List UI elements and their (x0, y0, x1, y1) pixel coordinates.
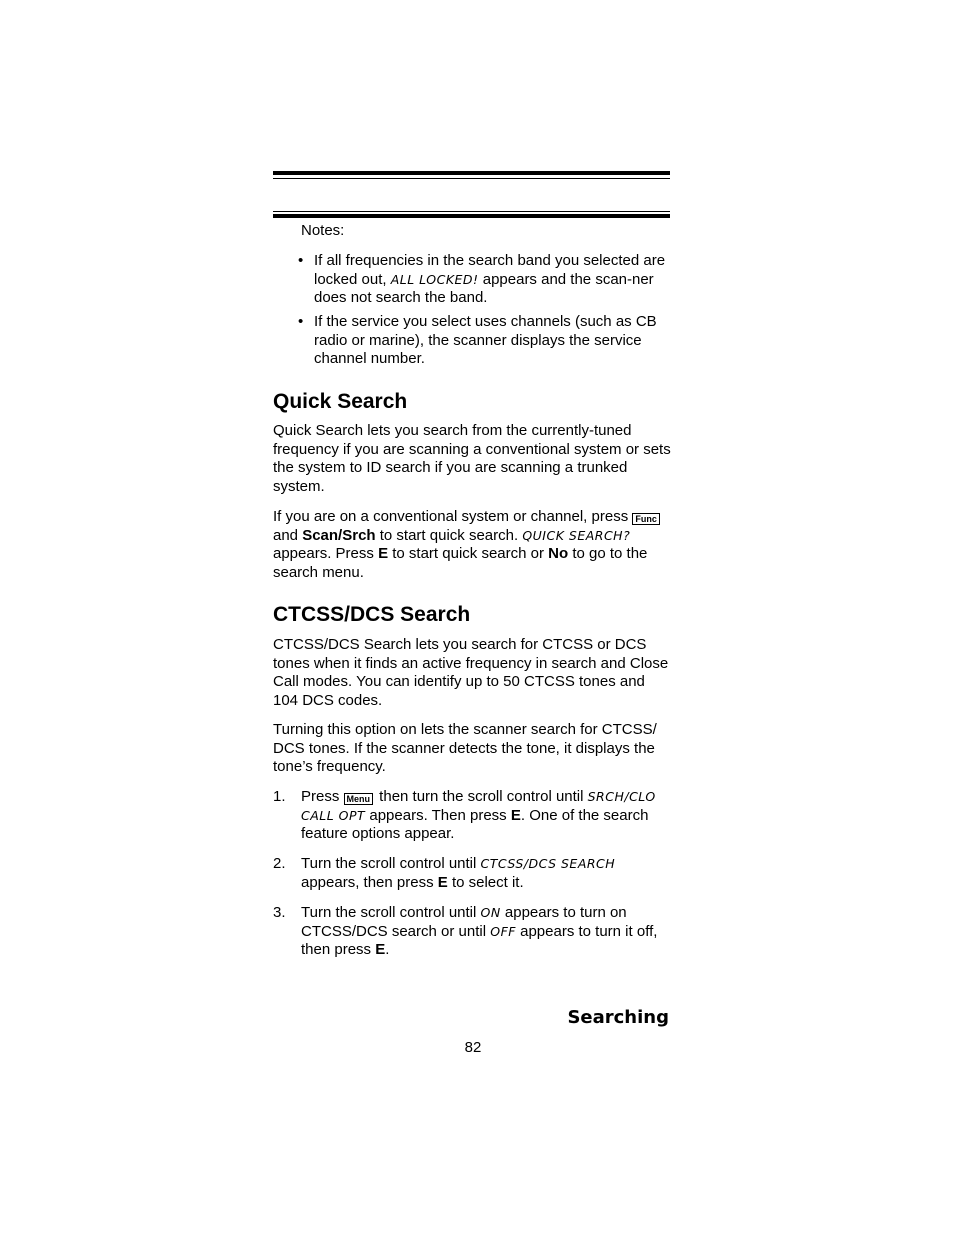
header-rule-top-thin (273, 178, 670, 179)
ctcss-heading: CTCSS/DCS Search (273, 603, 471, 626)
step-number: 3. (273, 904, 286, 921)
header-rule-bottom-thick (273, 214, 670, 218)
step-text: Turn the scroll control until ON appears to turn on CTCSS/DCS search or until OFF appears to turn it off, then press E. (301, 904, 658, 959)
notes-label: Notes: (301, 222, 345, 239)
bullet-marker: • (298, 252, 304, 269)
lcd-text: ALL LOCKED! (390, 271, 479, 287)
func-key-icon: Func (632, 513, 660, 525)
step-text: Turn the scroll control until CTCSS/DCS SEARCH appears, then press E to select it. (301, 855, 616, 891)
step-text: Press Menu then turn the scroll control until SRCH/CLO CALL OPT appears. Then press E. One of the search feature options appear. (301, 788, 656, 843)
lcd-text: SRCH/CLO CALL OPT (301, 789, 656, 823)
lcd-text: CTCSS/DCS SEARCH (480, 856, 616, 871)
header-rule-bottom-thin (273, 211, 670, 212)
step-number: 2. (273, 855, 286, 872)
quick-search-paragraph-2: If you are on a conventional system or channel, press Func and Scan/Srch to start quick search. QUICK SEARCH? appears. Press E to start quick search or No to go to the search menu. (273, 508, 673, 582)
quick-search-paragraph-1: Quick Search lets you search from the currently-tuned frequency if you are scanning a conventional system or sets the system to ID search if you are scanning a trunked system. (273, 422, 671, 495)
ctcss-paragraph-1: CTCSS/DCS Search lets you search for CTCSS or DCS tones when it finds an active frequency in search and Close Call modes. You can identify up to 50 CTCSS tones and 104 DCS codes. (273, 636, 669, 709)
lcd-text: ON (480, 905, 501, 920)
notes-item-text: If all frequencies in the search band you selected are locked out, ALL LOCKED! appears and the scan-ner does not search the band. (314, 252, 666, 307)
menu-key-icon: Menu (344, 793, 374, 805)
header-rule-top-thick (273, 171, 670, 175)
ctcss-paragraph-2: Turning this option on lets the scanner search for CTCSS/ DCS tones. If the scanner detects the tone, it displays the tone’s frequency. (273, 721, 657, 776)
section-title: Searching (567, 1007, 669, 1028)
quick-search-heading: Quick Search (273, 390, 408, 413)
lcd-text: QUICK SEARCH? (522, 527, 631, 543)
step-number: 1. (273, 788, 286, 805)
bullet-marker: • (298, 313, 304, 330)
page-number: 82 (464, 1039, 482, 1056)
lcd-text: OFF (490, 923, 516, 939)
notes-item-text: If the service you select uses channels (such as CB radio or marine), the scanner displays the service channel number. (314, 313, 657, 368)
